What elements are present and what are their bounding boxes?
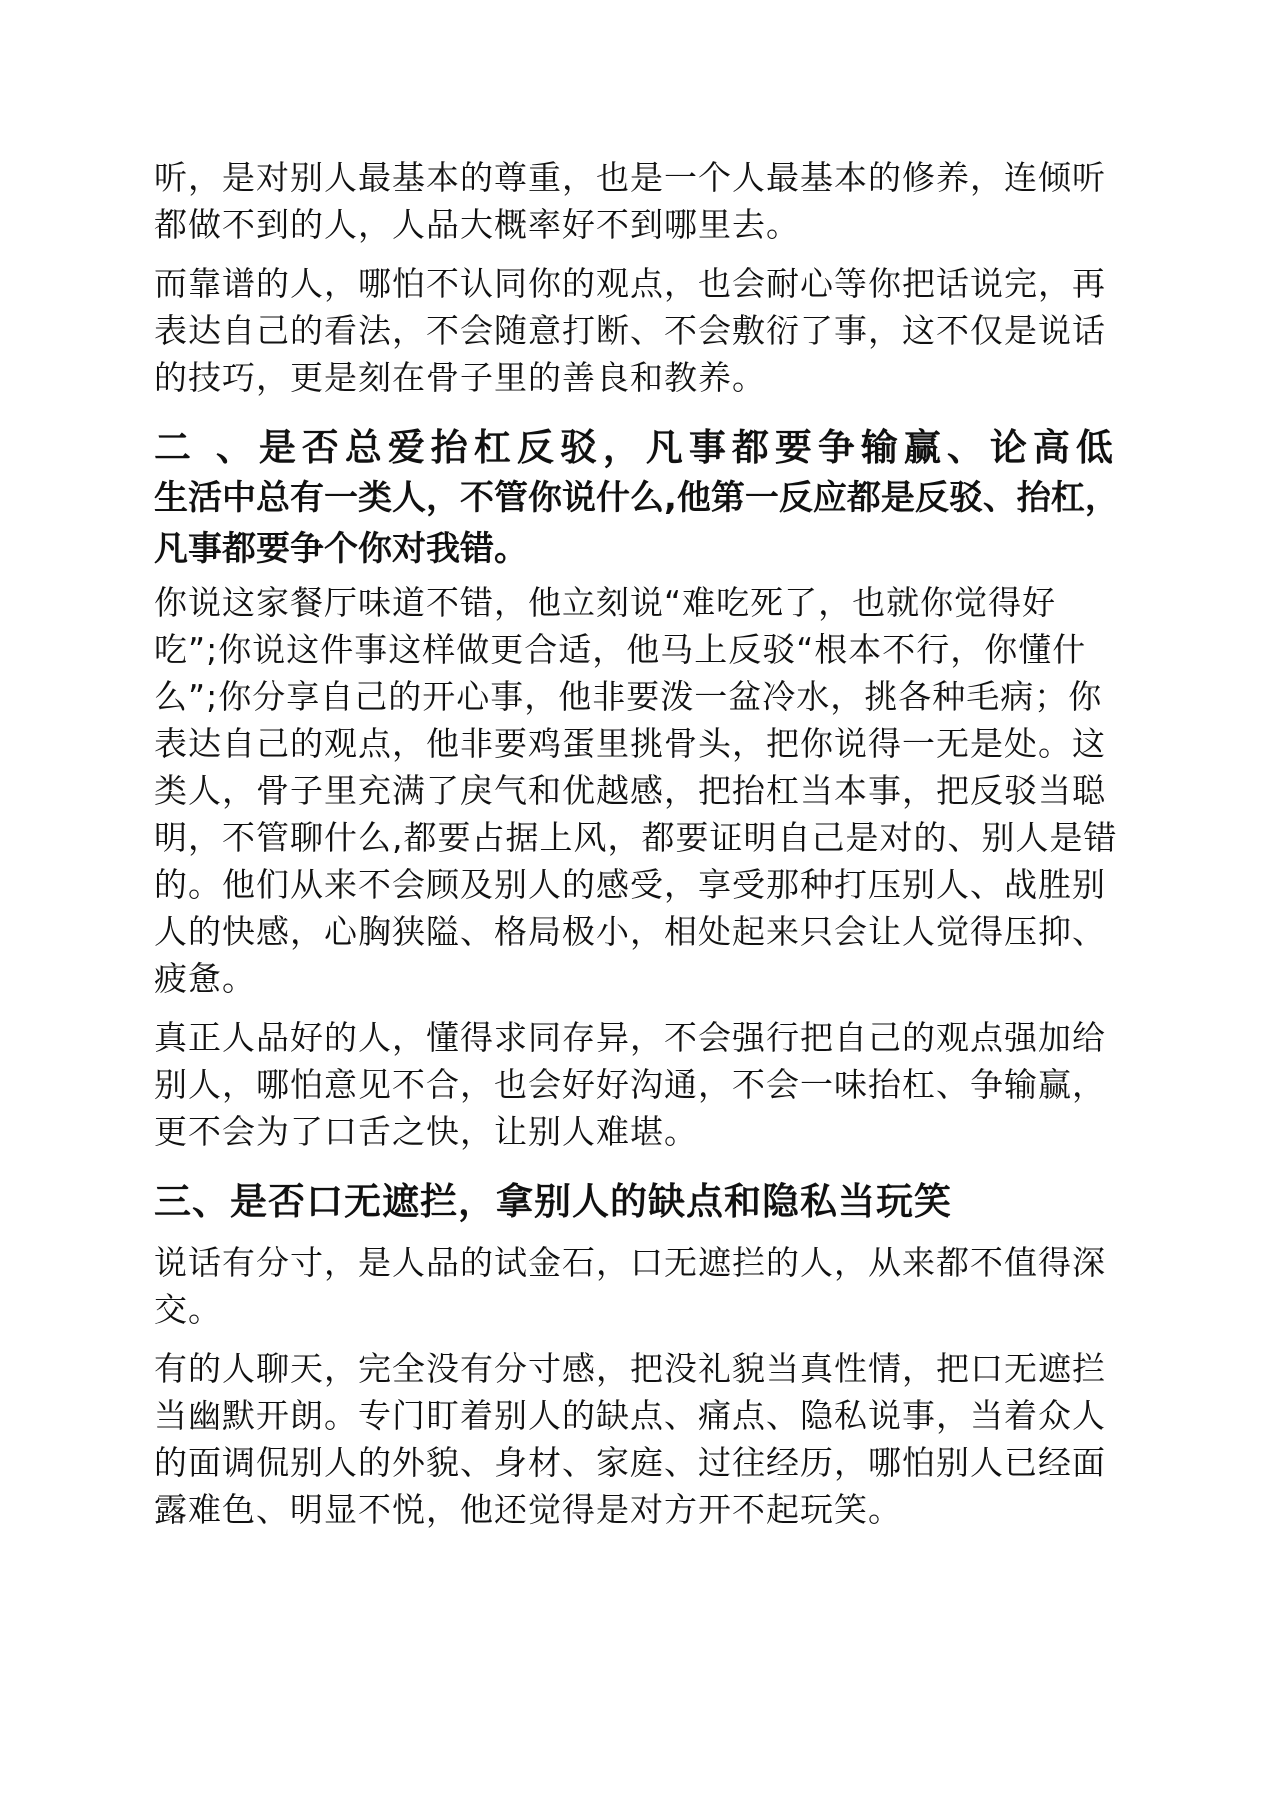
paragraph-good-character: 真正人品好的人，懂得求同存异，不会强行把自己的观点强加给别人，哪怕意见不合，也会好好沟通，不会一味抬杠、争输赢，更不会为了口舌之快，让别人难堪。 [154, 1018, 1106, 1151]
document-page [154, 154, 1119, 1533]
section-subheading-2: 生活中总有一类人，不管你说什么,他第一反应都是反驳、抬杠，凡事都要争个你对我错。 [154, 478, 1119, 569]
paragraph-argue-examples: 你说这家餐厅味道不错，他立刻说“难吃死了，也就你觉得好吃”;你说这件事这样做更合适，他马上反驳“根本不行，你懂什么”;你分享自己的开心事，他非要泼一盆冷水，挑各种毛病；你表达自己的观点，他非要鸡蛋里挑骨头，把你说得一无是处。这类人，骨子里充满了戾气和优越感，把抬杠当本事，把反驳当聪明，不管聊什么,都要占据上风，都要证明自己是对的、别人是错的。他们从来不会顾及别人的感受，享受那种打压别人、战胜别人的快感，心胸狭隘、格局极小，相处起来只会让人觉得压抑、疲惫。 [154, 583, 1118, 998]
paragraph-reliable-people: 而靠谱的人，哪怕不认同你的观点，也会耐心等你把话说完，再表达自己的看法，不会随意打断、不会敷衍了事，这不仅是说话的技巧，更是刻在骨子里的善良和教养。 [154, 264, 1106, 397]
section-heading-3: 三、是否口无遮拦，拿别人的缺点和隐私当玩笑 [154, 1180, 952, 1223]
paragraph-speech-boundary: 说话有分寸，是人品的试金石，口无遮拦的人，从来都不值得深交。 [154, 1243, 1106, 1329]
section-heading-2: 二 、是否总爱抬杠反驳，凡事都要争输赢、论高低 [154, 426, 1119, 469]
paragraph-no-boundary-people: 有的人聊天，完全没有分寸感，把没礼貌当真性情，把口无遮拦当幽默开朗。专门盯着别人的缺点、痛点、隐私说事，当着众人的面调侃别人的外貌、身材、家庭、过往经历，哪怕别人已经面露难色、明显不悦，他还觉得是对方开不起玩笑。 [154, 1349, 1106, 1529]
paragraph-listening-respect: 听，是对别人最基本的尊重，也是一个人最基本的修养，连倾听都做不到的人，人品大概率好不到哪里去。 [154, 158, 1106, 244]
